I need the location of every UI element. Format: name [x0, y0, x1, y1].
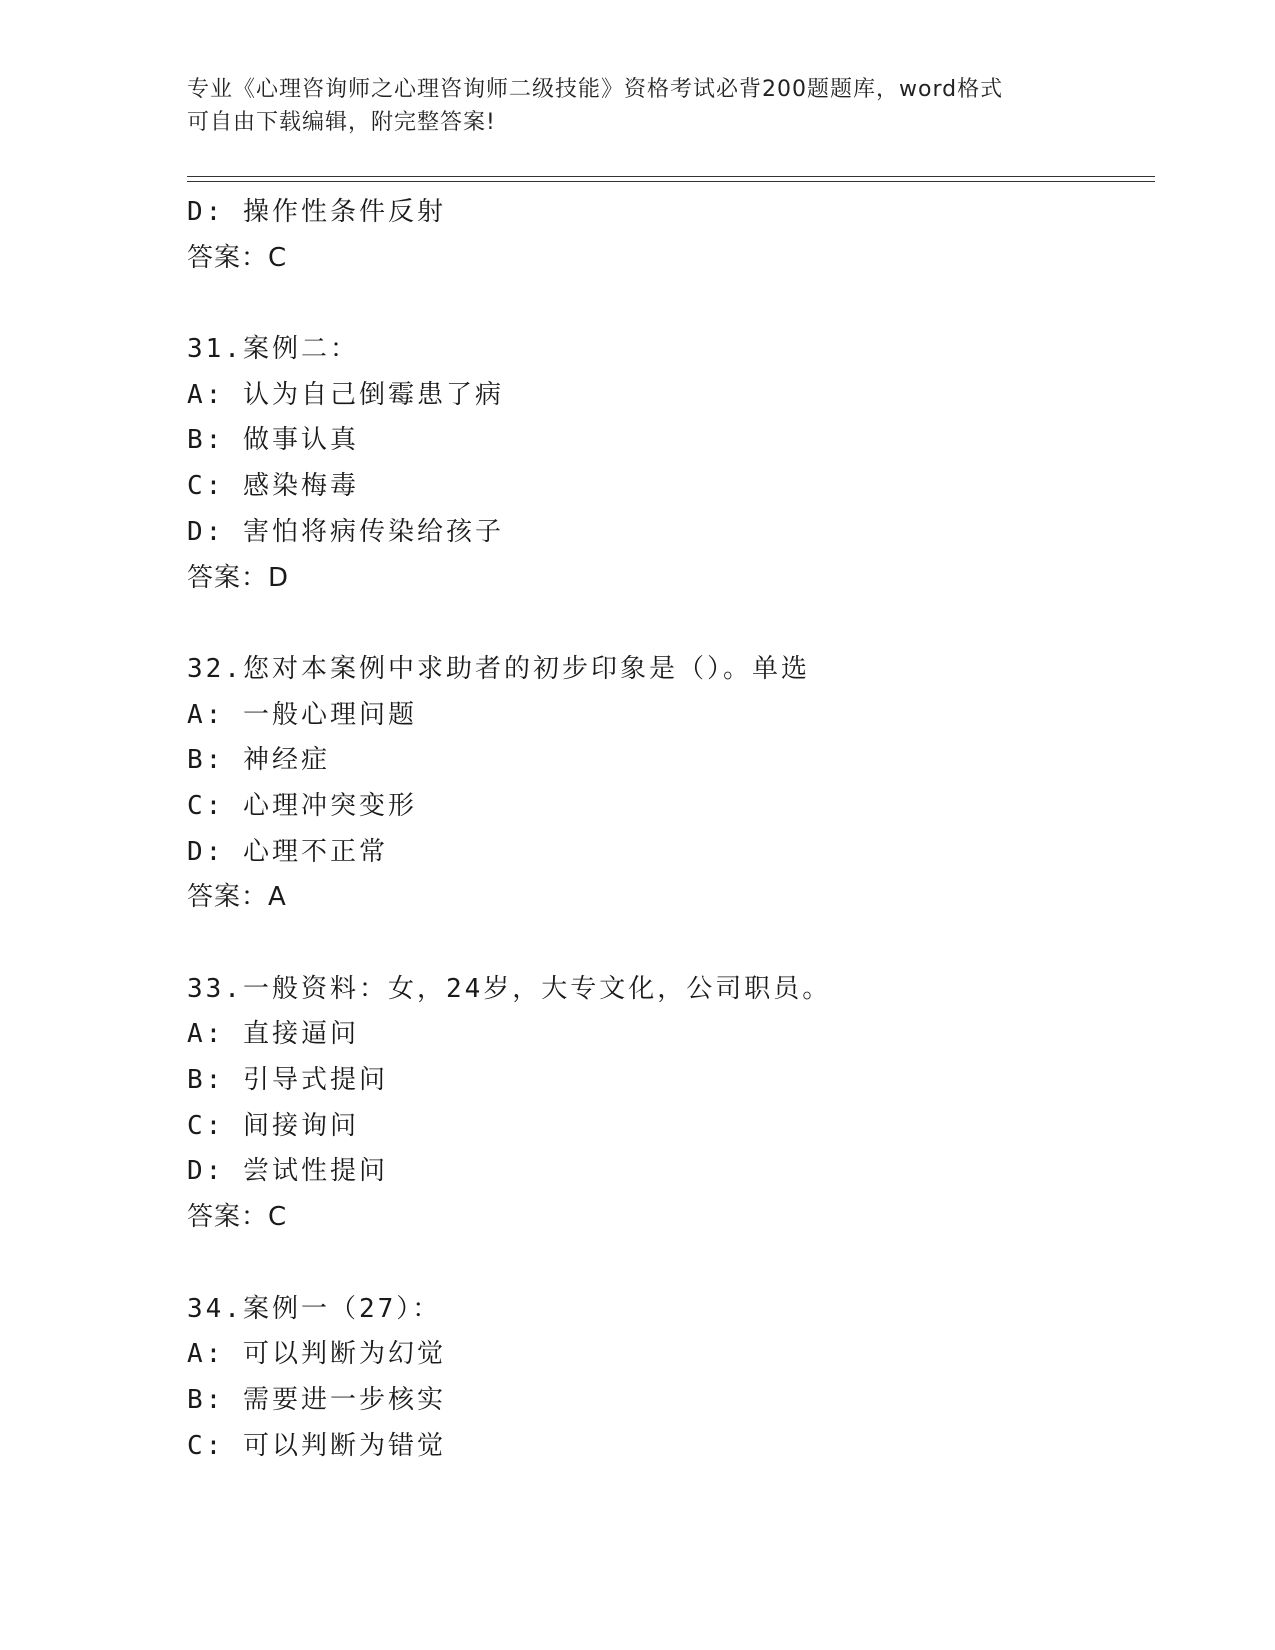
question-34 [187, 1287, 1147, 1470]
header-title-line-1: 专业《心理咨询师之心理咨询师二级技能》资格考试必背200题题库，word格式 [187, 77, 1004, 102]
answer-line: 答案：C [187, 242, 288, 273]
option-a: A: 一般心理问题 [187, 699, 417, 730]
answer-line: 答案：D [187, 562, 290, 593]
header-divider-bottom [187, 181, 1155, 182]
option-d: D: 操作性条件反射 [187, 197, 446, 227]
header-title-line-2: 可自由下载编辑，附完整答案! [187, 110, 496, 135]
question-stem: 31.案例二： [187, 334, 359, 365]
option-b: B: 做事认真 [187, 425, 359, 456]
option-b: B: 神经症 [187, 745, 330, 776]
question-31 [187, 327, 1147, 601]
question-33 [187, 967, 1147, 1241]
option-d: D: 害怕将病传染给孩子 [187, 516, 504, 547]
question-list [187, 190, 1147, 1469]
question-stem: 34.案例一（27）： [187, 1293, 442, 1324]
answer-line: 答案：A [187, 882, 287, 913]
option-c: C: 心理冲突变形 [187, 790, 417, 821]
option-d: D: 心理不正常 [187, 836, 388, 867]
option-d: D: 尝试性提问 [187, 1156, 388, 1187]
header-divider-top [187, 176, 1155, 177]
option-a: A: 认为自己倒霉患了病 [187, 379, 504, 410]
question-stem: 33.一般资料：女，24岁，大专文化，公司职员。 [187, 973, 832, 1004]
option-c: C: 感染梅毒 [187, 471, 359, 502]
question-30-tail [187, 190, 1147, 281]
answer-line: 答案：C [187, 1202, 288, 1233]
option-b: B: 引导式提问 [187, 1065, 388, 1096]
option-b: B: 需要进一步核实 [187, 1384, 446, 1415]
question-32 [187, 647, 1147, 921]
page-header [187, 73, 1087, 139]
option-a: A: 可以判断为幻觉 [187, 1339, 446, 1370]
question-stem: 32.您对本案例中求助者的初步印象是（）。单选 [187, 653, 810, 684]
option-a: A: 直接逼问 [187, 1019, 359, 1050]
option-c: C: 间接询问 [187, 1110, 359, 1141]
option-c: C: 可以判断为错觉 [187, 1430, 446, 1461]
